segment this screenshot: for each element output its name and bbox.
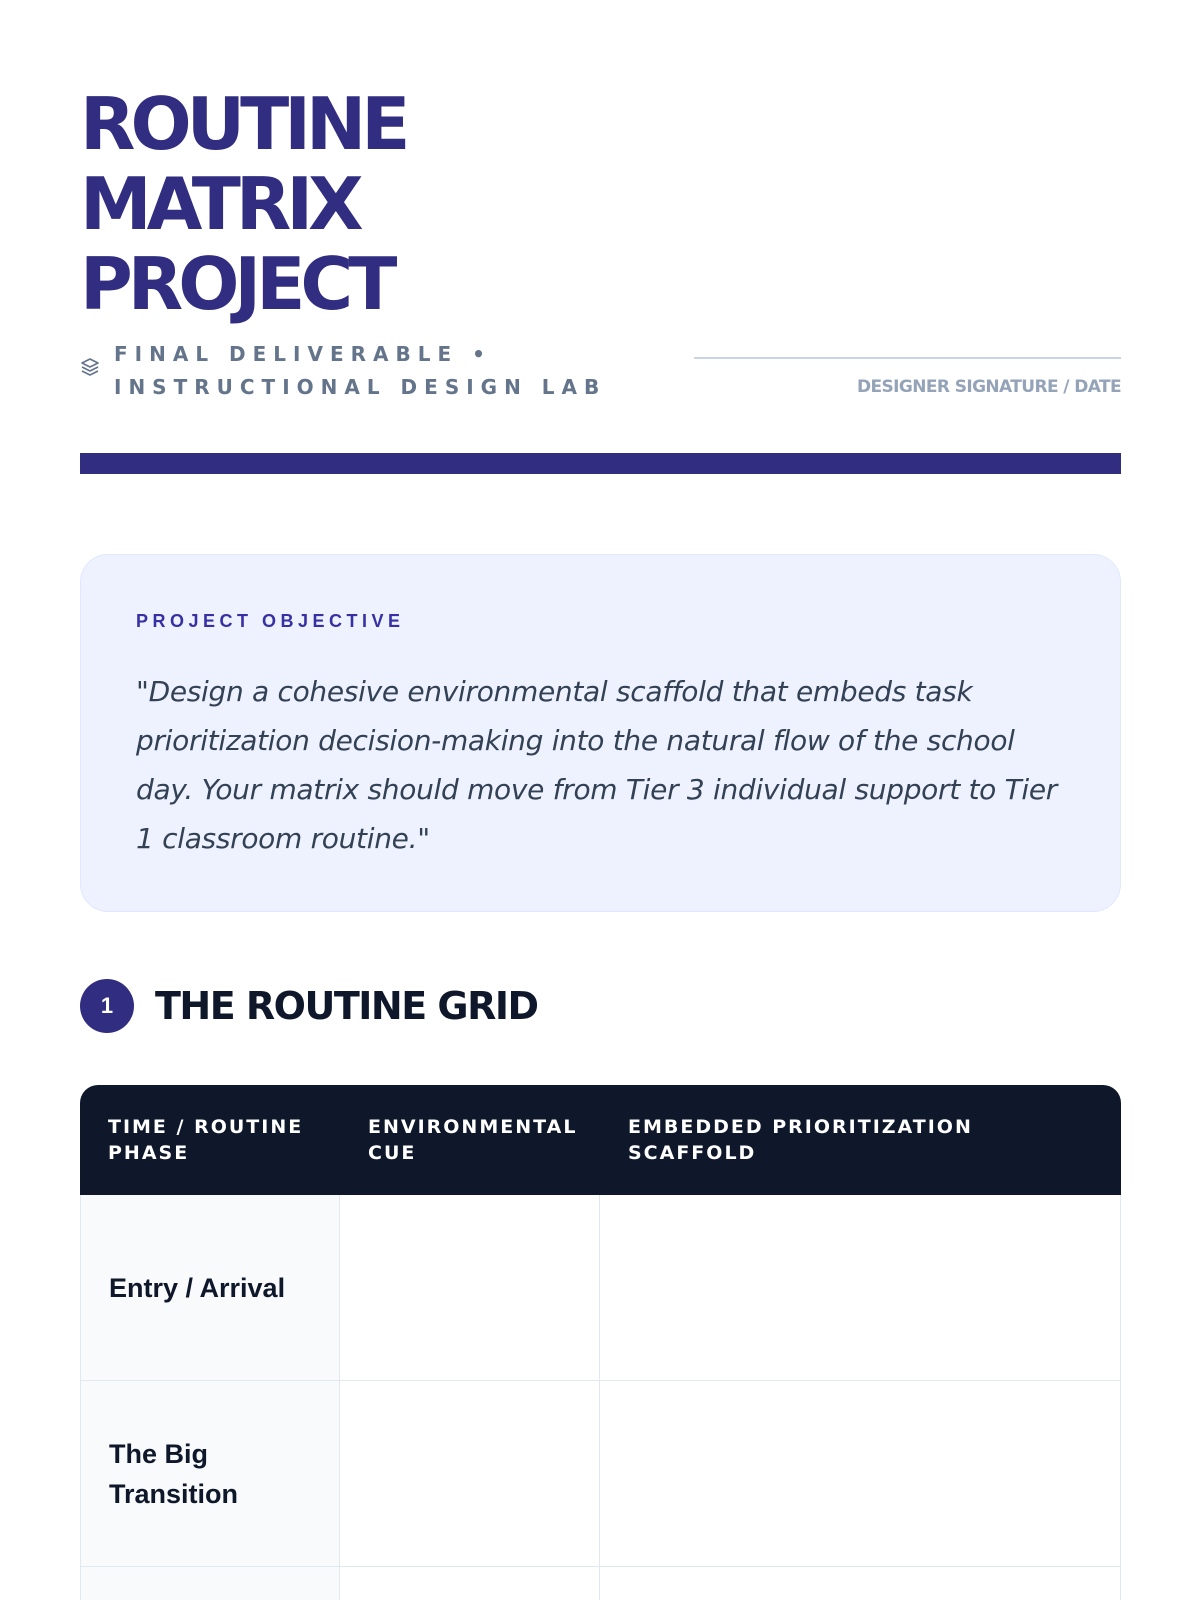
section-title: THE ROUTINE GRID: [155, 984, 538, 1028]
table-row: [80, 1381, 1121, 1567]
phase-cell: The Big Transition: [80, 1381, 340, 1567]
title-line: PROJECT: [80, 242, 393, 326]
title-line: ROUTINE: [80, 82, 406, 166]
scaffold-cell[interactable]: [600, 1195, 1121, 1381]
section-heading: [80, 979, 538, 1033]
table-header-row: [80, 1085, 1121, 1195]
column-header-phase: TIME / ROUTINE PHASE: [80, 1085, 340, 1195]
page-title: [80, 84, 640, 324]
subtitle: [80, 338, 644, 404]
objective-label: PROJECT OBJECTIVE: [136, 611, 405, 631]
scaffold-cell[interactable]: [600, 1381, 1121, 1567]
header-divider: [80, 453, 1121, 474]
cue-cell[interactable]: [340, 1567, 600, 1600]
title-line: MATRIX: [80, 162, 359, 246]
section-number-badge: 1: [80, 979, 134, 1033]
column-header-cue: ENVIRONMENTAL CUE: [340, 1085, 600, 1195]
signature-line: [694, 357, 1121, 359]
table-row: [80, 1195, 1121, 1381]
cue-cell[interactable]: [340, 1195, 600, 1381]
signature-label: DESIGNER SIGNATURE / DATE: [857, 377, 1121, 397]
layers-icon: [80, 356, 100, 380]
column-header-scaffold: EMBEDDED PRIORITIZATION SCAFFOLD: [600, 1085, 1121, 1195]
phase-cell: [80, 1567, 340, 1600]
scaffold-cell[interactable]: [600, 1567, 1121, 1600]
phase-cell: Entry / Arrival: [80, 1195, 340, 1381]
table-row: [80, 1567, 1121, 1600]
routine-grid-table: [80, 1085, 1121, 1600]
cue-cell[interactable]: [340, 1381, 600, 1567]
subtitle-text: FINAL DELIVERABLE • INSTRUCTIONAL DESIGN LAB: [114, 342, 607, 399]
objective-quote: "Design a cohesive environmental scaffold that embeds task prioritization decision-making into the natural flow of the school day. Your matrix should move from Tier 3 individual support to Tier 1 classroom routine.": [136, 675, 1058, 855]
objective-card: [80, 554, 1121, 912]
